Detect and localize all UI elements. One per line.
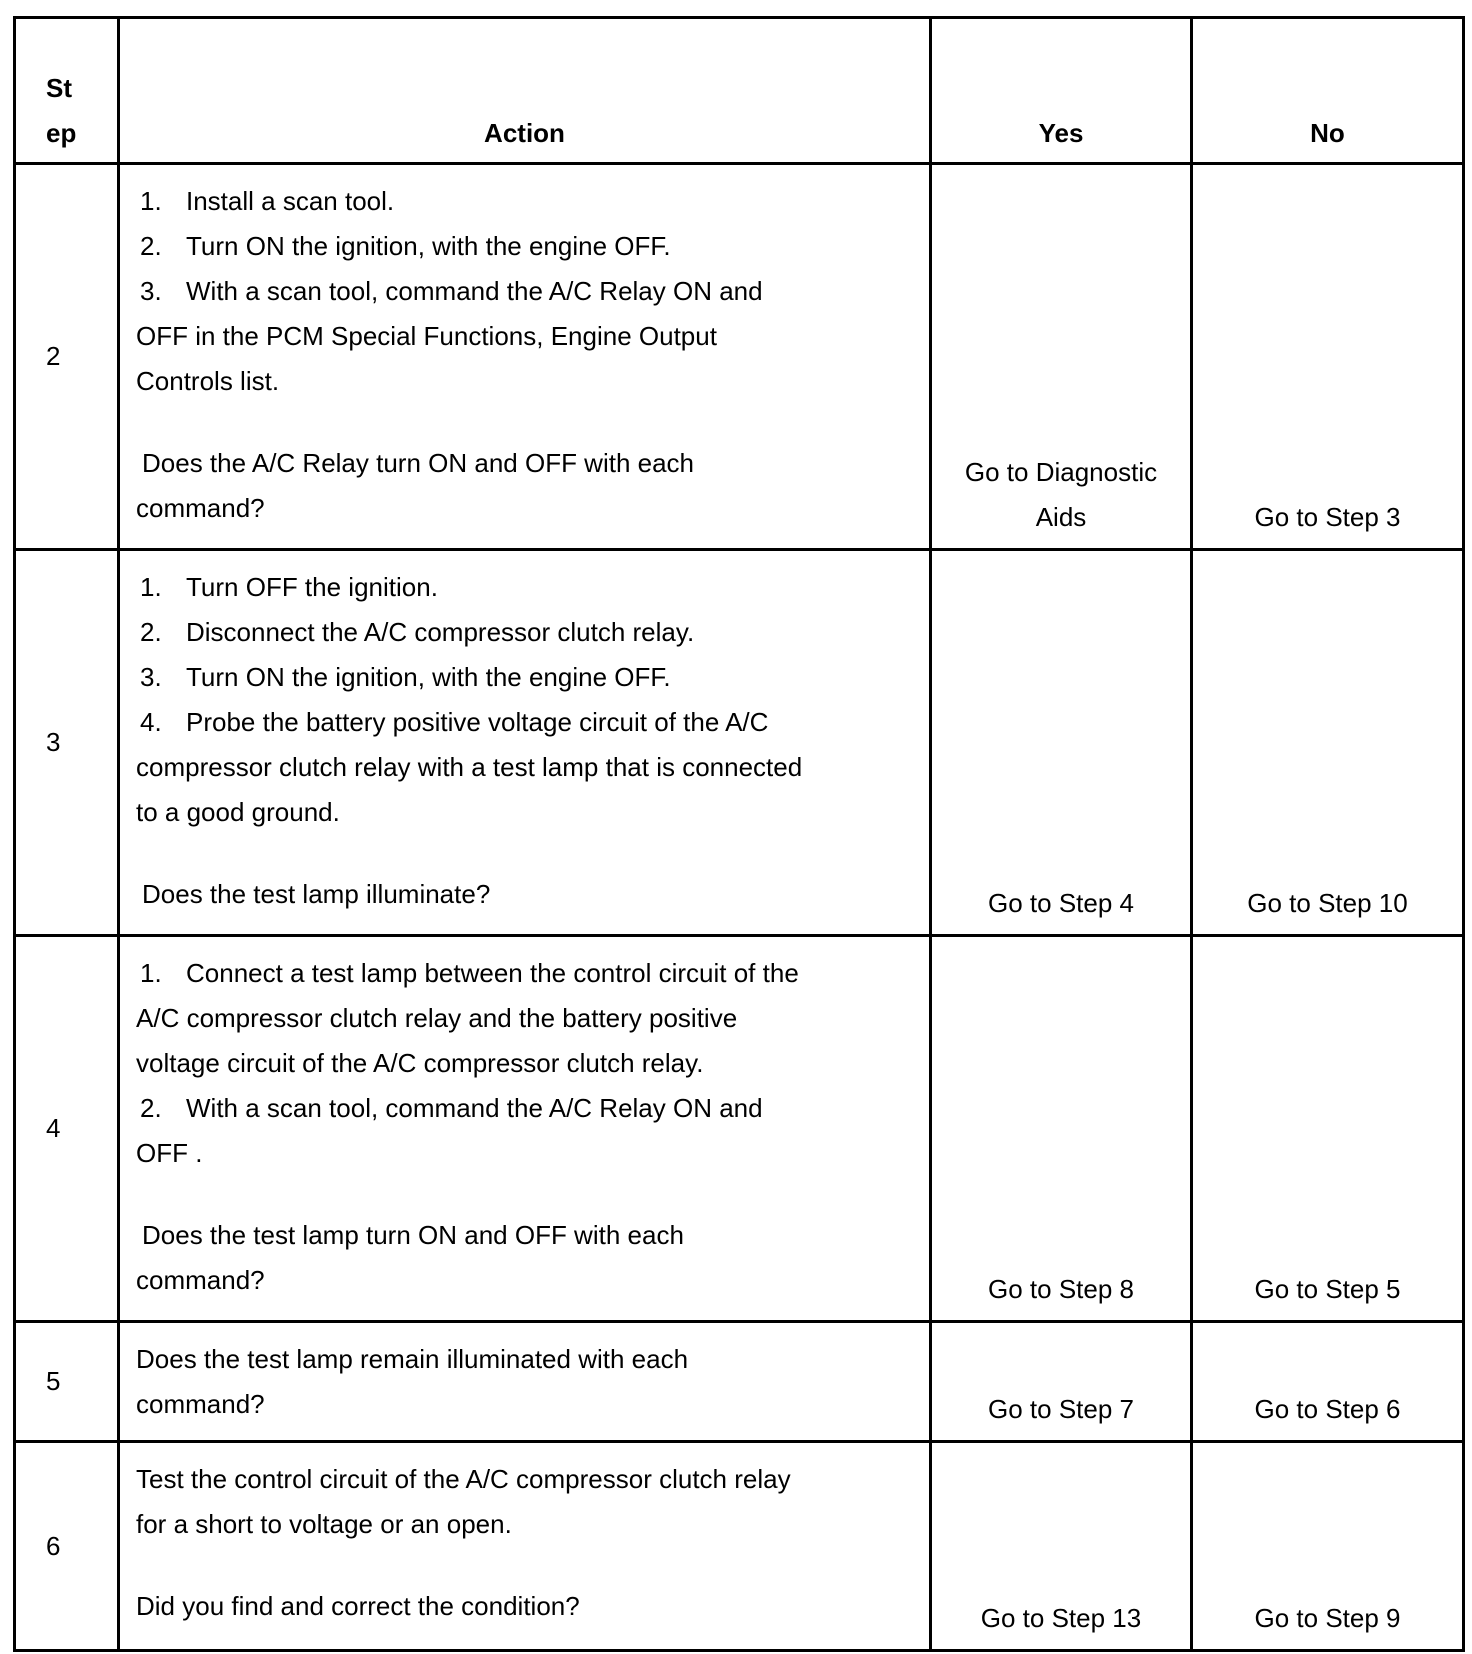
action-cell — [119, 1442, 931, 1651]
action-cell — [119, 1322, 931, 1442]
step-number: 2 — [15, 164, 119, 550]
yes-result: Go to Step 13 — [931, 1442, 1192, 1651]
step-column-header: St ep — [15, 18, 119, 164]
yes-result: Go to Step 4 — [931, 550, 1192, 936]
action-item: 3. With a scan tool, command the A/C Relay ON and — [140, 276, 763, 306]
action-item: 1. Install a scan tool. — [140, 186, 395, 216]
step-number: 5 — [15, 1322, 119, 1442]
action-item-continuation: OFF in the PCM Special Functions, Engine Output — [136, 321, 717, 351]
action-cell — [119, 550, 931, 936]
action-question: Did you find and correct the condition? — [136, 1591, 580, 1621]
yes-column-header: Yes — [931, 18, 1192, 164]
action-item: 1. Turn OFF the ignition. — [140, 572, 438, 602]
table-row — [15, 164, 1464, 550]
action-question: Does the test lamp turn ON and OFF with each command? — [136, 1220, 684, 1295]
table-row — [15, 936, 1464, 1322]
action-item: 4. Probe the battery positive voltage circuit of the A/C — [140, 707, 769, 737]
action-item: 2. Turn ON the ignition, with the engine OFF. — [140, 231, 671, 261]
action-item: 3. Turn ON the ignition, with the engine OFF. — [140, 662, 671, 692]
yes-result: Go to Diagnostic Aids — [931, 164, 1192, 550]
table-row — [15, 1442, 1464, 1651]
step-number: 4 — [15, 936, 119, 1322]
table-row — [15, 550, 1464, 936]
action-item: 2. Disconnect the A/C compressor clutch relay. — [140, 617, 695, 647]
action-item-continuation: A/C compressor clutch relay and the battery positive — [136, 1003, 738, 1033]
action-cell — [119, 936, 931, 1322]
diagnostic-table — [13, 16, 1465, 1652]
step-number: 3 — [15, 550, 119, 936]
action-item: 1. Connect a test lamp between the control circuit of the — [140, 958, 799, 988]
action-item-continuation: OFF . — [136, 1138, 203, 1168]
yes-result: Go to Step 8 — [931, 936, 1192, 1322]
action-cell — [119, 164, 931, 550]
action-item: 2. With a scan tool, command the A/C Relay ON and — [140, 1093, 763, 1123]
no-column-header: No — [1192, 18, 1464, 164]
no-result: Go to Step 6 — [1192, 1322, 1464, 1442]
table-row — [15, 1322, 1464, 1442]
step-number: 6 — [15, 1442, 119, 1651]
action-item-continuation: voltage circuit of the A/C compressor clutch relay. — [136, 1048, 704, 1078]
yes-result: Go to Step 7 — [931, 1322, 1192, 1442]
action-column-header: Action — [119, 18, 931, 164]
no-result: Go to Step 5 — [1192, 936, 1464, 1322]
no-result: Go to Step 10 — [1192, 550, 1464, 936]
action-question: Does the A/C Relay turn ON and OFF with each command? — [136, 448, 695, 523]
action-instruction: Test the control circuit of the A/C compressor clutch relay — [136, 1464, 791, 1494]
action-question: Does the test lamp illuminate? — [142, 879, 491, 909]
action-instruction: for a short to voltage or an open. — [136, 1509, 512, 1539]
action-question: Does the test lamp remain illuminated with each command? — [136, 1344, 689, 1419]
action-item-continuation: compressor clutch relay with a test lamp that is connected — [136, 752, 803, 782]
action-item-continuation: Controls list. — [136, 366, 280, 396]
header-row — [15, 18, 1464, 164]
no-result: Go to Step 3 — [1192, 164, 1464, 550]
no-result: Go to Step 9 — [1192, 1442, 1464, 1651]
action-item-continuation: to a good ground. — [136, 797, 340, 827]
